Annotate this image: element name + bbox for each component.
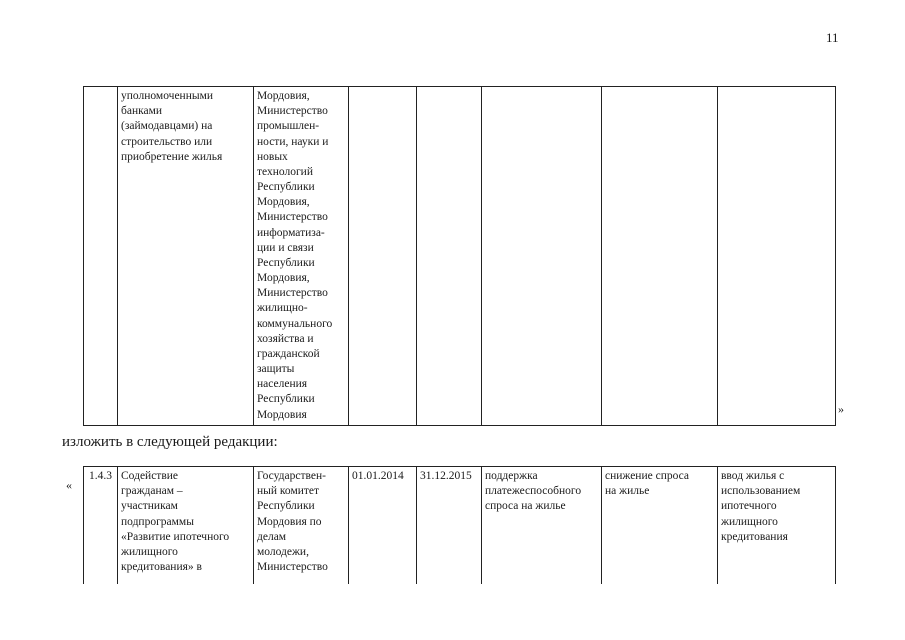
table-continued <box>83 86 836 426</box>
closing-quote: » <box>838 402 844 416</box>
cell-executor: Государствен- ный комитет Республики Мордовия по делам молодежи, Министерство <box>254 467 349 585</box>
cell-expected-result <box>602 87 718 426</box>
cell-end-date <box>417 87 482 426</box>
table-row <box>84 467 836 585</box>
opening-quote: « <box>66 478 72 492</box>
cell-direction: поддержка платежеспособного спроса на жилье <box>482 467 602 585</box>
amendment-heading: изложить в следующей редакции: <box>62 434 278 450</box>
table-new-edition <box>83 466 836 584</box>
cell-start-date: 01.01.2014 <box>349 467 417 585</box>
page-number: 11 <box>826 30 839 45</box>
cell-indicator <box>718 87 836 426</box>
cell-start-date <box>349 87 417 426</box>
cell-measure: Содействие гражданам – участникам подпрограммы «Развитие ипотечного жилищного кредитования» в <box>118 467 254 585</box>
cell-end-date: 31.12.2015 <box>417 467 482 585</box>
table-row <box>84 87 836 426</box>
cell-measure: уполномоченными банками (займодавцами) на строительство или приобретение жилья <box>118 87 254 426</box>
cell-expected-result: снижение спроса на жилье <box>602 467 718 585</box>
cell-number: 1.4.3 <box>84 467 118 585</box>
cell-direction <box>482 87 602 426</box>
cell-number <box>84 87 118 426</box>
cell-indicator: ввод жилья с использованием ипотечного жилищного кредитования <box>718 467 836 585</box>
cell-executor: Мордовия, Министерство промышлен- ности, науки и новых технологий Республики Мордовия, Министерство информатиза- ции и связи Республики Мордовия, Министерство жилищно- коммунального хозяйства и гражданской защиты населения Республики Мордовия <box>254 87 349 426</box>
